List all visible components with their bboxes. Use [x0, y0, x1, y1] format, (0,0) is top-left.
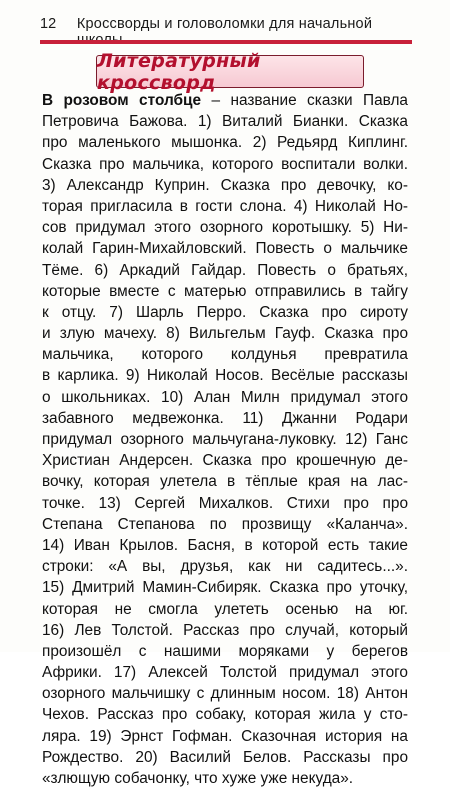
- text-line: озорного мальчишку с длинным носом. 18) Антон: [42, 685, 408, 703]
- text-line: к отцу. 7) Шарль Перро. Сказка про сироту: [42, 303, 408, 321]
- text-line: 16) Лев Толстой. Рассказ про случай, который: [42, 621, 408, 639]
- text-line: о школьниках. 10) Алан Милн придумал этого: [42, 388, 408, 406]
- page-title: Литературный кроссворд: [97, 49, 261, 94]
- text-line: «злющую собачонку, что хуже уже некуда».: [42, 770, 354, 787]
- text-line: 3) Александр Куприн. Сказка про девочку, ко-: [42, 176, 408, 194]
- text-line: строки: «А вы, друзья, как ни садитесь...».: [42, 558, 408, 576]
- text-line: сов придумал этого озорного коротышку. 5) Ни-: [42, 219, 408, 237]
- text-line: колай Гарин-Михайловский. Повесть о мальчике: [42, 240, 408, 258]
- text-line: Африки. 17) Алексей Толстой придумал этого: [42, 664, 408, 682]
- page-number: 12: [40, 16, 57, 32]
- body-text: [42, 90, 408, 787]
- text-line: [42, 90, 408, 111]
- header-rule: [40, 40, 412, 44]
- text-line: забавного медвежонка. 11) Джанни Родари: [42, 409, 408, 427]
- text-line: Сказка про мальчика, которого воспитали волки.: [42, 155, 408, 173]
- text-line: 15) Дмитрий Мамин-Сибиряк. Сказка про уточку,: [42, 579, 408, 597]
- title-banner: [96, 49, 364, 94]
- text-line: в карлика. 9) Николай Носов. Весёлые рассказы: [42, 367, 408, 385]
- text-line: Чехов. Рассказ про собаку, которая жила у сто-: [42, 706, 408, 724]
- text-line: произошёл с нашими моряками у берегов: [42, 642, 408, 660]
- text-line: вочку, которая улетела в тёплые края на лас-: [42, 473, 408, 491]
- line-text: – название сказки Павла: [201, 92, 408, 109]
- text-line: Христиан Андерсен. Сказка про крошечную де-: [42, 452, 408, 470]
- text-line: Степана Степанова по прозвищу «Каланча».: [42, 515, 408, 533]
- text-line: мальчика, которого колдунья превратила: [42, 346, 408, 364]
- text-line: торая пригласила в гости слона. 4) Николай Но-: [42, 197, 408, 215]
- text-line: Рождество. 20) Василий Белов. Рассказы про: [42, 748, 408, 766]
- running-header: [40, 16, 412, 40]
- text-line: ляра. 19) Эрнст Гофман. Сказочная история на: [42, 727, 408, 745]
- text-line: которая не смогла улететь осенью на юг.: [42, 600, 408, 618]
- text-line: точке. 13) Сергей Михалков. Стихи про про: [42, 494, 408, 512]
- text-line: придумал озорного мальчугана-луковку. 12) Ганс: [42, 431, 408, 448]
- text-line: про маленького мышонка. 2) Редьярд Киплинг.: [42, 134, 408, 152]
- text-line: 14) Иван Крылов. Басня, в которой есть такие: [42, 536, 408, 554]
- text-line: и злую мачеху. 8) Вильгельм Гауф. Сказка про: [42, 325, 408, 343]
- text-line: Петровича Бажова. 1) Виталий Бианки. Сказка: [42, 113, 408, 131]
- text-line: Тёме. 6) Аркадий Гайдар. Повесть о братьях,: [42, 261, 408, 279]
- running-title: Кроссворды и головоломки для начальной: [76, 16, 373, 32]
- text-line: которые вместе с матерью отправились в тайгу: [42, 282, 408, 300]
- lead-phrase: В розовом столбце: [42, 92, 202, 109]
